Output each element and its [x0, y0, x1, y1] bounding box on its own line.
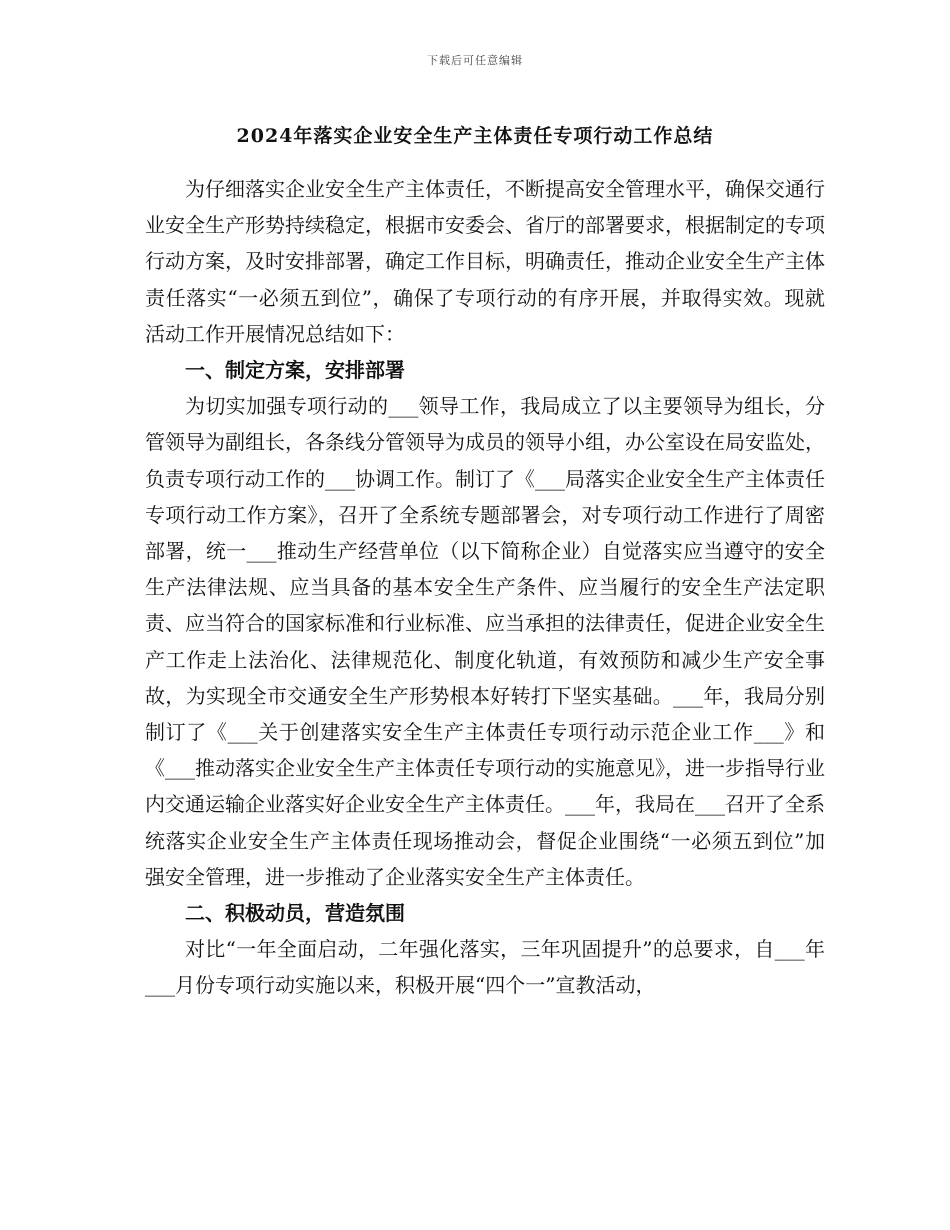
document-title: 2024年落实企业安全生产主体责任专项行动工作总结 [236, 125, 714, 147]
section-2-paragraph: 对比“一年全面启动，二年强化落实，三年巩固提升”的总要求，自___年___月份专项行动实施以来，积极开展“四个一”宣教活动， [145, 937, 825, 998]
section-heading-1: 一、制定方案，安排部署 [185, 358, 405, 383]
section-1-paragraph: 为切实加强专项行动的___领导工作，我局成立了以主要领导为组长，分管领导为副组长，各条线分管领导为成员的领导小组，办公室设在局安监处，负责专项行动工作的___协调工作。制订了《___局落实企业安全生产主体责任专项行动工作方案》，召开了全系统专题部署会，对专项行动工作进行了周密部署，统一___推动生产经营单位（以下简称企业）自觉落实应当遵守的安全生产法律法规、应当具备的基本安全生产条件、应当履行的安全生产法定职责、应当符合的国家标准和行业标准、应当承担的法律责任，促进企业安全生产工作走上法治化、法律规范化、制度化轨道，有效预防和减少生产安全事故，为实现全市交通安全生产形势根本好转打下坚实基础。___年，我局分别制订了《___关于创建落实安全生产主体责任专项行动示范企业工作___》和《___推动落实企业安全生产主体责任专项行动的实施意见》，进一步指导行业内交通运输企业落实好企业安全生产主体责任。___年，我局在___召开了全系统落实企业安全生产主体责任现场推动会，督促企业围绕“一必须五到位”加强安全管理，进一步推动了企业落实安全生产主体责任。 [145, 394, 825, 889]
intro-paragraph: 为仔细落实企业安全生产主体责任，不断提高安全管理水平，确保交通行业安全生产形势持续稳定，根据市安委会、省厅的部署要求，根据制定的专项行动方案，及时安排部署，确定工作目标，明确责任，推动企业安全生产主体责任落实“一必须五到位”，确保了专项行动的有序开展，并取得实效。现就活动工作开展情况总结如下： [145, 177, 825, 346]
header-note: 下载后可任意编辑 [427, 54, 523, 67]
section-heading-2: 二、积极动员，营造氛围 [185, 901, 405, 926]
document-body [145, 171, 825, 1004]
